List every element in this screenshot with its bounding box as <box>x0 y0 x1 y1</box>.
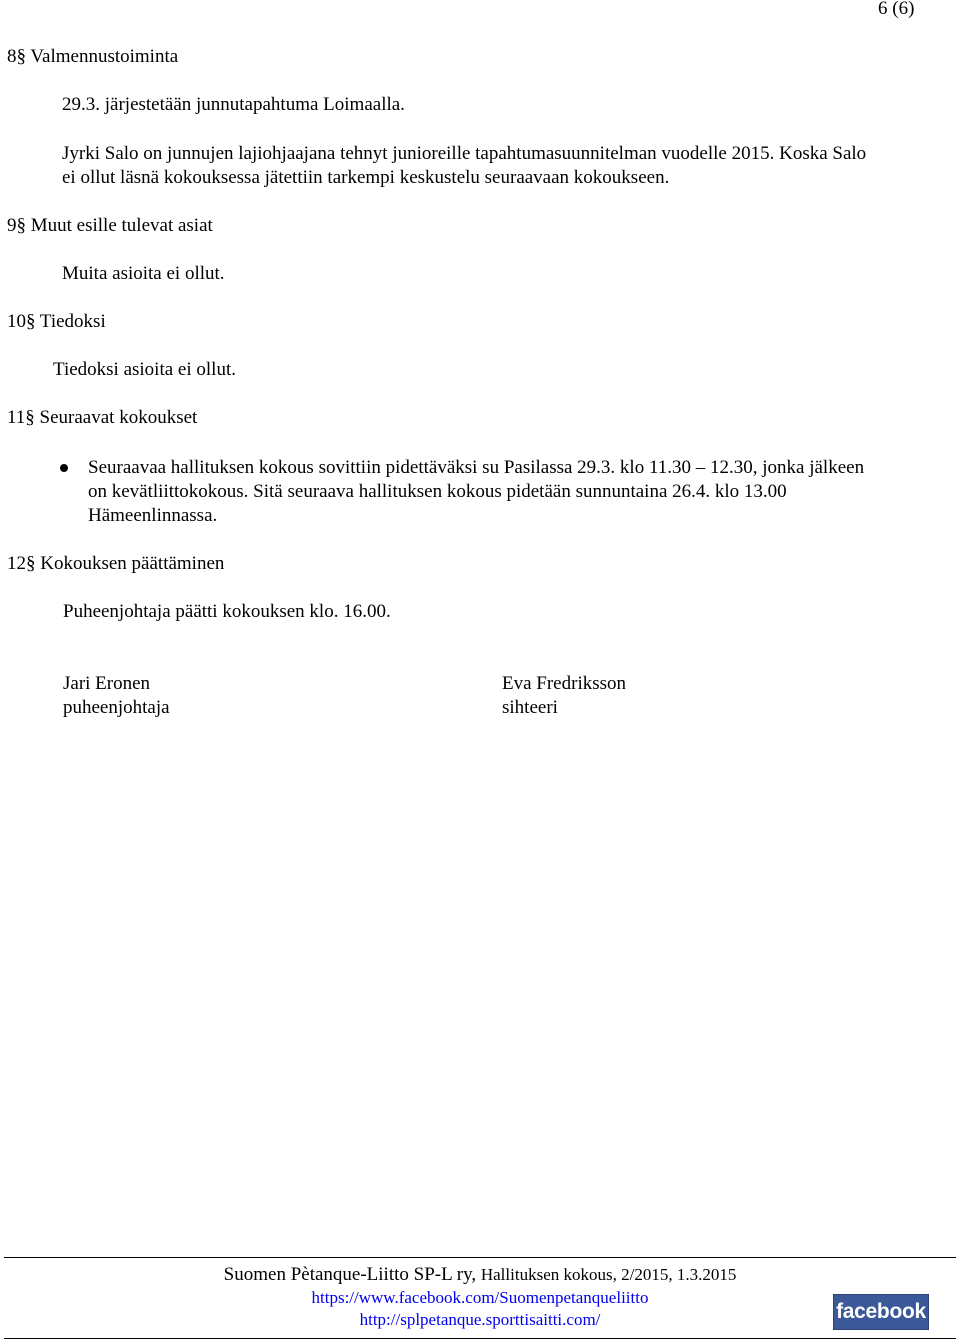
section-11-bullet-line-3: Hämeenlinnassa. <box>88 505 218 526</box>
section-8-paragraph-line-2: ei ollut läsnä kokouksessa jätettiin tarkempi keskustelu seuraavaan kokoukseen. <box>62 167 670 188</box>
section-8-line: 29.3. järjestetään junnutapahtuma Loimaalla. <box>62 94 405 115</box>
section-8-paragraph-line-1: Jyrki Salo on junnujen lajiohjaajana tehnyt junioreille tapahtumasuunnitelman vuodelle 2015. Koska Salo <box>62 143 867 164</box>
section-10-heading: 10§ Tiedoksi <box>7 311 106 332</box>
signature-role-secretary: sihteeri <box>502 697 558 718</box>
footer-org: Suomen Pètanque-Liitto SP-L ry, <box>223 1264 477 1285</box>
section-8-heading: 8§ Valmennustoiminta <box>7 46 179 67</box>
section-9-text: Muita asioita ei ollut. <box>62 263 225 284</box>
section-11-bullet-line-1: Seuraavaa hallituksen kokous sovittiin pidettäväksi su Pasilassa 29.3. klo 11.30 – 12.30, jonka jälkeen <box>88 457 865 478</box>
section-11-bullet-line-2: on kevätliittokokous. Sitä seuraava hallituksen kokous pidetään sunnuntaina 26.4. klo 13.00 <box>88 481 787 502</box>
footer-facebook-link[interactable]: https://www.facebook.com/Suomenpetanqueliitto <box>311 1288 649 1307</box>
footer-meeting: Hallituksen kokous, 2/2015, 1.3.2015 <box>480 1265 737 1284</box>
section-9-heading: 9§ Muut esille tulevat asiat <box>7 215 213 236</box>
signature-role-chair: puheenjohtaja <box>63 697 170 718</box>
section-11-heading: 11§ Seuraavat kokoukset <box>7 407 198 428</box>
footer-bottom-divider <box>4 1338 956 1339</box>
footer-divider <box>4 1257 956 1258</box>
signature-name-secretary: Eva Fredriksson <box>502 673 627 694</box>
section-10-text: Tiedoksi asioita ei ollut. <box>53 359 236 380</box>
bullet-dot-icon <box>60 464 68 472</box>
footer-site-link[interactable]: http://splpetanque.sporttisaitti.com/ <box>359 1310 601 1329</box>
section-12-text: Puheenjohtaja päätti kokouksen klo. 16.00. <box>63 601 391 622</box>
page-number: 6 (6) <box>878 0 915 19</box>
signature-name-chair: Jari Eronen <box>63 673 151 694</box>
facebook-logo-icon[interactable]: facebook <box>833 1294 929 1330</box>
section-12-heading: 12§ Kokouksen päättäminen <box>7 553 225 574</box>
footer-org-line <box>0 1263 960 1287</box>
